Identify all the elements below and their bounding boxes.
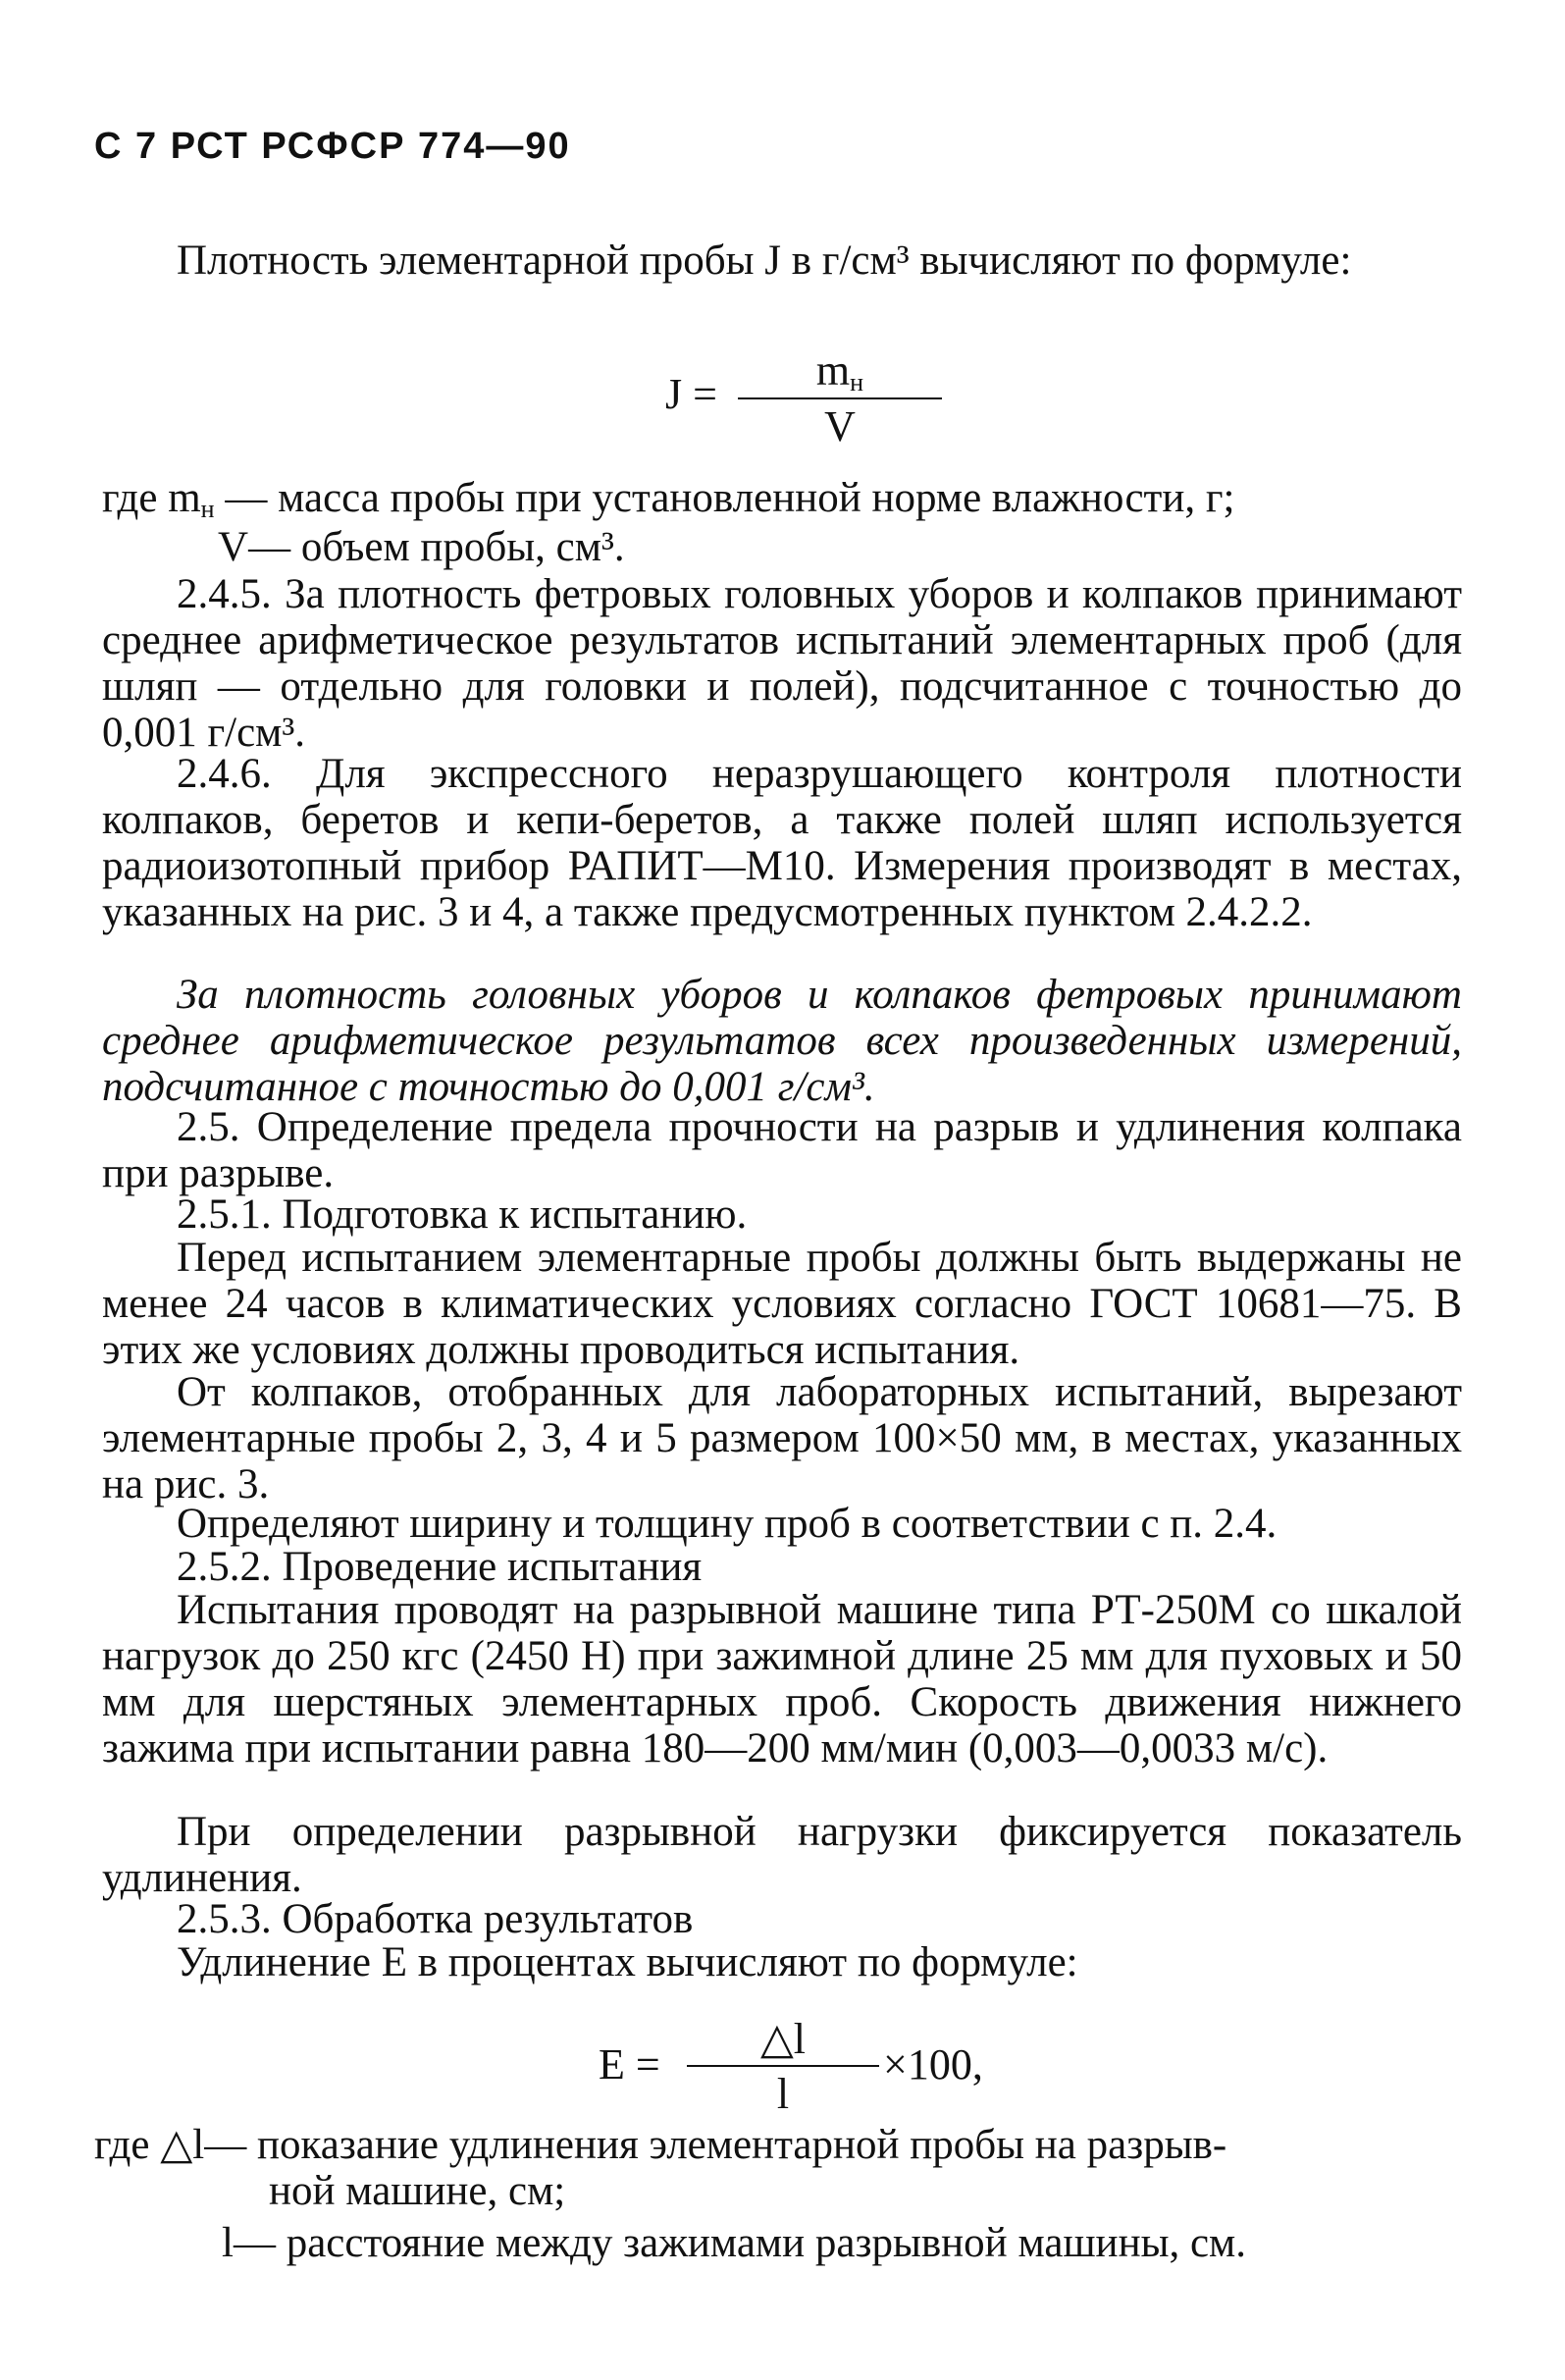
formula-elongation-numerator: △l xyxy=(759,2015,807,2063)
legend-desc-l: — расстояние между зажимами разрывной машины, см. xyxy=(233,2220,1247,2266)
paragraph-2-5-3-title: 2.5.3. Обработка результатов xyxy=(177,1896,694,1942)
legend-symbol-mass-subscript: н xyxy=(200,495,215,523)
legend-desc-volume: — объем пробы, см³. xyxy=(248,524,625,570)
paragraph-2-4-6-density: За плотность головных уборов и колпаков фетровых принимают среднее арифметическое результатов всех произведенных измерений, подсчитанное с точностью до 0,001 г/см³. xyxy=(102,972,1462,1110)
paragraph-2-4-6: 2.4.6. Для экспрессного неразрушающего контроля плотности колпаков, беретов и кепи-беретов, а также полей шляп используется радиоизотопный прибор РАПИТ—М10. Измерения производят в местах, указанных на рис. 3 и 4, а также предусмотренных пунктом 2.4.2.2. xyxy=(102,751,1462,935)
paragraph-2-5: 2.5. Определение предела прочности на разрыв и удлинения колпака при разрыве. xyxy=(102,1104,1462,1196)
legend-symbol-l: l xyxy=(222,2220,234,2266)
legend-desc-mass: — масса пробы при установленной норме влажности, г; xyxy=(225,475,1235,521)
paragraph-2-5-2-elongation: При определении разрывной нагрузки фиксируется показатель удлинения. xyxy=(102,1809,1462,1901)
legend-desc-delta-l: — показание удлинения элементарной пробы на разрыв- xyxy=(204,2122,1227,2168)
legend-symbol-volume: V xyxy=(218,524,249,570)
legend-where: где xyxy=(102,475,158,521)
legend-elongation-row2 xyxy=(222,2220,1246,2266)
formula-density-denominator: V xyxy=(824,402,856,450)
paragraph-2-5-2-procedure: Испытания проводят на разрывной машине типа РТ-250М со шкалой нагрузок до 250 кгс (2450 Н) при зажимной длине 25 мм для пуховых и 50 мм для шерстяных элементарных проб. Скорость движения нижнего зажима при испытании равна 180—200 мм/мин (0,003—0,0033 м/с). xyxy=(102,1587,1462,1772)
formula-density-numerator-symbol: m xyxy=(815,346,851,395)
formula-elongation-lhs: E = xyxy=(599,2040,660,2089)
legend2-where: где xyxy=(94,2122,150,2168)
formula-density-numerator-subscript: н xyxy=(850,368,864,397)
formula-density-fraction-bar xyxy=(738,397,942,399)
legend-elongation-row1-cont: ной машине, см; xyxy=(269,2168,566,2214)
legend-symbol-delta-l: △l xyxy=(160,2122,205,2168)
page-header: С 7 РСТ РСФСР 774—90 xyxy=(94,126,571,167)
formula-density-fraction xyxy=(738,346,942,450)
formula-density-numerator xyxy=(815,346,864,397)
formula-elongation-denominator: l xyxy=(776,2070,790,2118)
paragraph-2-4-5: 2.4.5. За плотность фетровых головных уборов и колпаков принимают среднее арифметическое результатов испытаний элементарных проб (для шляп — отдельно для головки и полей), подсчитанное с точностью до 0,001 г/см³. xyxy=(102,571,1462,756)
formula-elongation-fraction-bar xyxy=(687,2065,879,2067)
legend-density-row2 xyxy=(218,524,625,570)
legend-elongation-row1 xyxy=(94,2122,1226,2168)
paragraph-2-5-3-formula-intro: Удлинение Е в процентах вычисляют по формуле: xyxy=(177,1939,1078,1985)
formula-density-lhs: J = xyxy=(665,370,717,418)
formula-elongation-rhs: ×100, xyxy=(883,2040,983,2089)
paragraph-2-5-1-conditions: Перед испытанием элементарные пробы должны быть выдержаны не менее 24 часов в климатических условиях согласно ГОСТ 10681—75. В этих же условиях должны проводиться испытания. xyxy=(102,1235,1462,1373)
paragraph-2-5-1-dimensions: Определяют ширину и толщину проб в соответствии с п. 2.4. xyxy=(177,1501,1278,1547)
paragraph-2-5-1-samples: От колпаков, отобранных для лабораторных испытаний, вырезают элементарные пробы 2, 3, 4 и 5 размером 100×50 мм, в местах, указанных на рис. 3. xyxy=(102,1369,1462,1507)
formula-elongation-fraction xyxy=(687,2015,879,2118)
paragraph-2-5-2-title: 2.5.2. Проведение испытания xyxy=(177,1544,703,1590)
paragraph-2-5-1-title: 2.5.1. Подготовка к испытанию. xyxy=(177,1191,748,1238)
paragraph-density-intro: Плотность элементарной пробы J в г/см³ вычисляют по формуле: xyxy=(177,238,1352,284)
legend-symbol-mass: m xyxy=(168,475,201,521)
